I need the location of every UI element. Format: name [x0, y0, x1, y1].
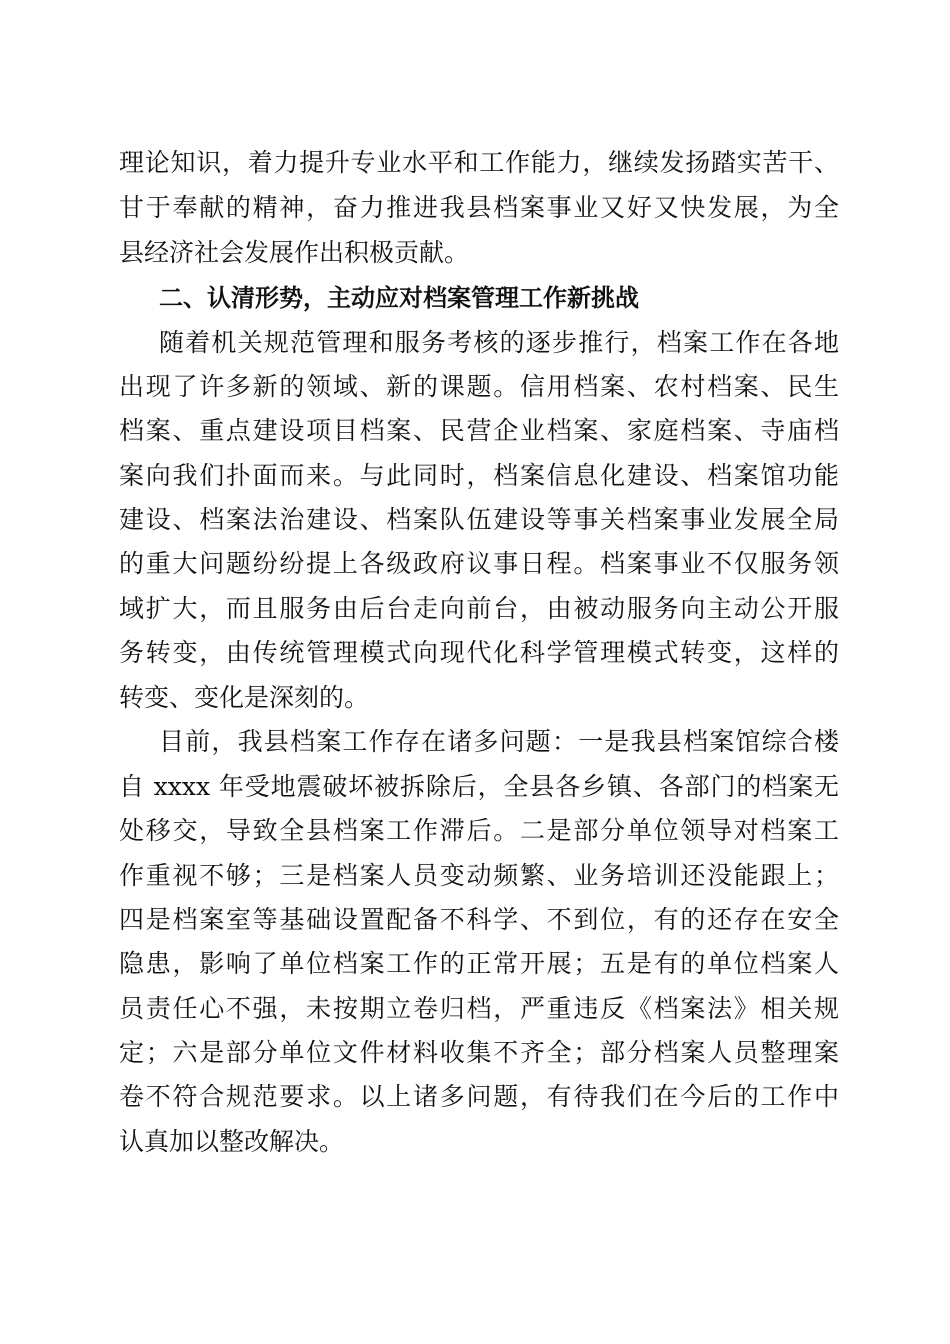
- text-line: 四是档案室等基础设置配备不科学、不到位，有的还存在安全: [119, 905, 839, 934]
- text-line: 自 xxxx 年受地震破坏被拆除后，全县各乡镇、各部门的档案无: [119, 772, 839, 801]
- text-line: 档案、重点建设项目档案、民营企业档案、家庭档案、寺庙档: [119, 416, 839, 445]
- text-line: 案向我们扑面而来。与此同时，档案信息化建设、档案馆功能: [119, 461, 839, 490]
- text-line: 建设、档案法治建设、档案队伍建设等事关档案事业发展全局: [119, 505, 839, 534]
- text-line: 卷不符合规范要求。以上诸多问题，有待我们在今后的工作中: [119, 1082, 839, 1111]
- text-line: 理论知识，着力提升专业水平和工作能力，继续发扬踏实苦干、: [119, 148, 839, 177]
- text-line: 转变、变化是深刻的。: [119, 683, 370, 712]
- text-line: 域扩大，而且服务由后台走向前台，由被动服务向主动公开服: [119, 594, 839, 623]
- text-line: 作重视不够；三是档案人员变动频繁、业务培训还没能跟上；: [119, 861, 839, 890]
- text-line: 出现了许多新的领域、新的课题。信用档案、农村档案、民生: [119, 372, 839, 401]
- text-line: 甘于奉献的精神，奋力推进我县档案事业又好又快发展，为全: [119, 193, 839, 222]
- section-heading: 二、认清形势，主动应对档案管理工作新挑战: [159, 284, 639, 312]
- text-line: 认真加以整改解决。: [119, 1127, 345, 1156]
- text-line: 定；六是部分单位文件材料收集不齐全；部分档案人员整理案: [119, 1038, 839, 1067]
- text-line: 员责任心不强，未按期立卷归档，严重违反《档案法》相关规: [119, 994, 839, 1023]
- text-line: 随着机关规范管理和服务考核的逐步推行，档案工作在各地: [159, 328, 839, 357]
- text-line: 的重大问题纷纷提上各级政府议事日程。档案事业不仅服务领: [119, 549, 839, 578]
- text-line: 目前，我县档案工作存在诸多问题：一是我县档案馆综合楼: [159, 727, 839, 756]
- text-line: 处移交，导致全县档案工作滞后。二是部分单位领导对档案工: [119, 816, 839, 845]
- text-line: 隐患，影响了单位档案工作的正常开展；五是有的单位档案人: [119, 949, 839, 978]
- text-line: 务转变，由传统管理模式向现代化科学管理模式转变，这样的: [119, 638, 839, 667]
- text-line: 县经济社会发展作出积极贡献。: [119, 238, 470, 267]
